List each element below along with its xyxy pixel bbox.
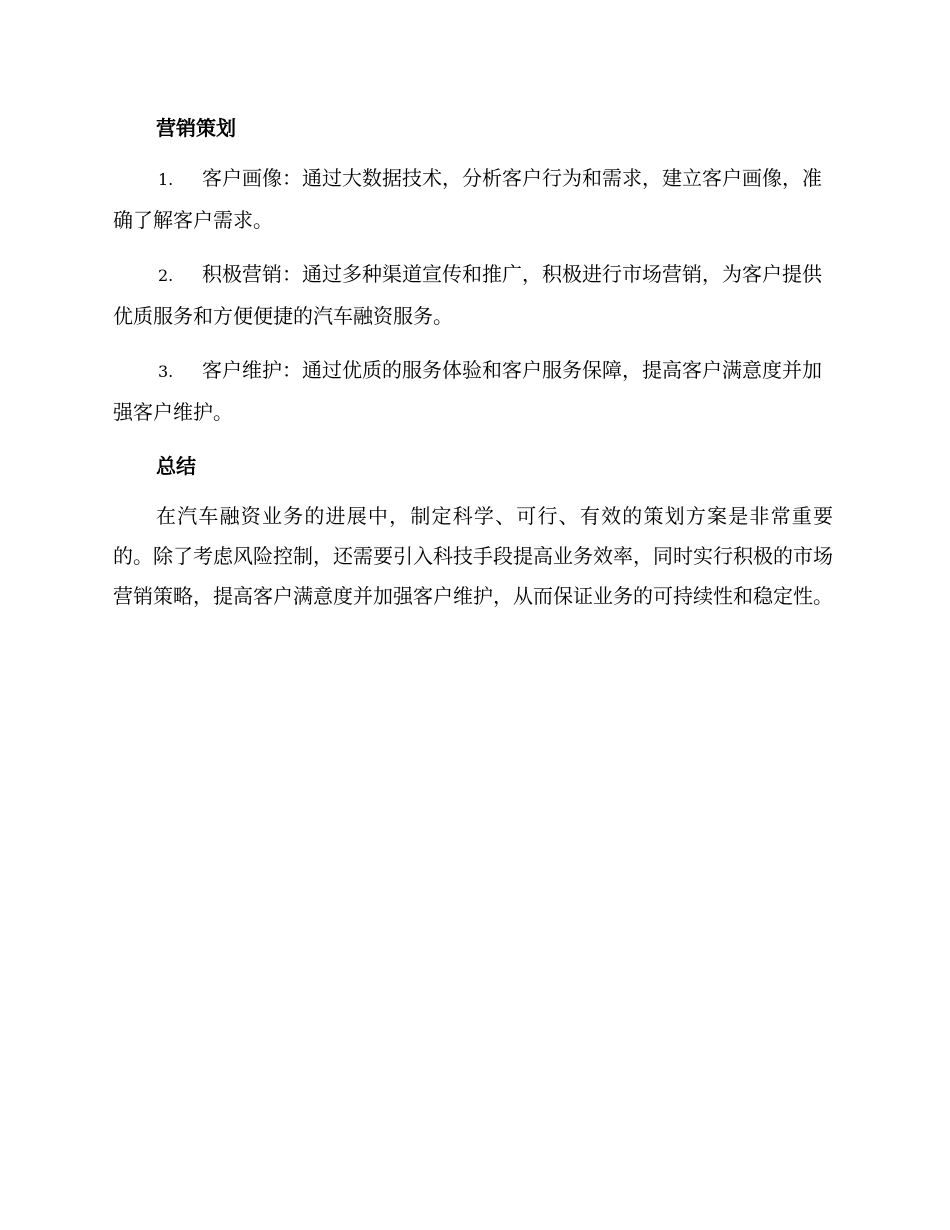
list-item-text: 客户维护：通过优质的服务体验和客户服务保障，提高客户满意度并加强客户维护。 bbox=[113, 358, 822, 424]
section-heading-summary: 总结 bbox=[156, 454, 196, 478]
section-heading-marketing: 营销策划 bbox=[156, 116, 236, 140]
list-item-number: 1. bbox=[158, 170, 174, 189]
list-item bbox=[113, 254, 833, 336]
list-item-number: 3. bbox=[158, 362, 174, 381]
list-item-text: 客户画像：通过大数据技术，分析客户行为和需求，建立客户画像，准确了解客户需求。 bbox=[113, 166, 822, 232]
list-item-number: 2. bbox=[158, 266, 174, 285]
list-item-text: 积极营销：通过多种渠道宣传和推广，积极进行市场营销，为客户提供优质服务和方便便捷的汽车融资服务。 bbox=[113, 262, 822, 328]
summary-paragraph: 在汽车融资业务的进展中，制定科学、可行、有效的策划方案是非常重要的。除了考虑风险控制，还需要引入科技手段提高业务效率，同时实行积极的市场营销策略，提高客户满意度并加强客户维护，从而保证业务的可持续性和稳定性。 bbox=[113, 504, 833, 608]
list-item bbox=[113, 158, 833, 240]
list-item bbox=[113, 350, 833, 432]
document-page bbox=[113, 108, 833, 616]
